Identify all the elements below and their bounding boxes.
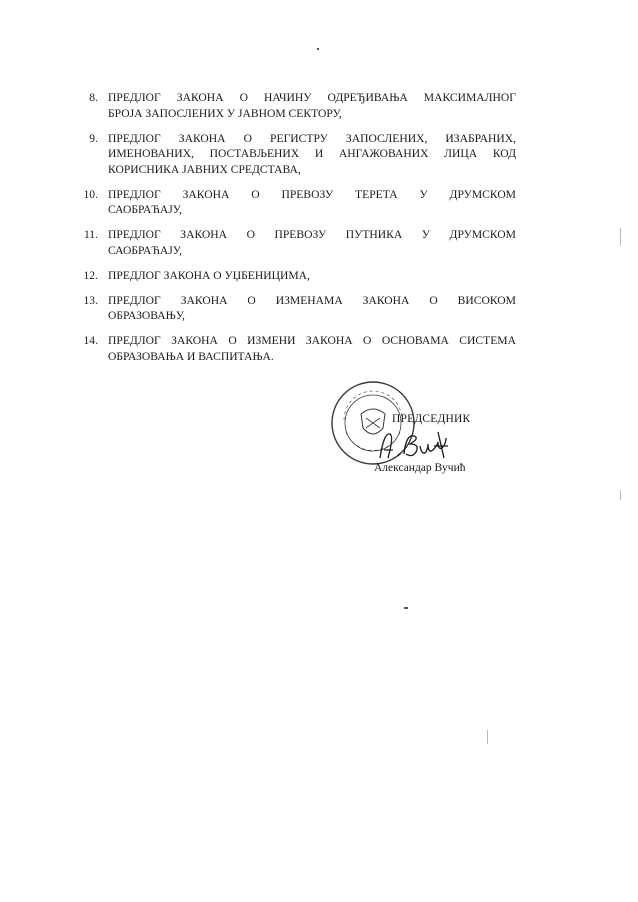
list-item bbox=[83, 268, 516, 284]
list-item bbox=[89, 90, 516, 121]
item-text: ПРЕДЛОГ ЗАКОНА О РЕГИСТРУ ЗАПОСЛЕНИХ, ИЗАБРАНИХ, bbox=[108, 131, 516, 145]
item-text: БРОЈА ЗАПОСЛЕНИХ У ЈАВНОМ СЕКТОРУ, bbox=[108, 106, 342, 120]
list-item bbox=[83, 227, 516, 258]
handwritten-signature-icon bbox=[374, 424, 474, 464]
item-text: ПРЕДЛОГ ЗАКОНА О ПРЕВОЗУ ПУТНИКА У ДРУМСКОМ bbox=[108, 228, 516, 241]
scan-speck bbox=[620, 228, 621, 246]
item-text: ПРЕДЛОГ ЗАКОНА О НАЧИНУ ОДРЕЂИВАЊА МАКСИМАЛНОГ bbox=[108, 91, 516, 104]
bill-list bbox=[83, 90, 516, 374]
item-text: ПРЕДЛОГ ЗАКОНА О ИЗМЕНАМА ЗАКОНА О ВИСОКОМ bbox=[108, 293, 516, 307]
item-number: 14. bbox=[83, 334, 98, 347]
scan-speck bbox=[317, 48, 319, 50]
signature-block bbox=[322, 372, 512, 492]
item-number: 11. bbox=[83, 228, 98, 241]
item-number: 12. bbox=[83, 268, 98, 282]
item-text: ПРЕДЛОГ ЗАКОНА О УЏБЕНИЦИМА, bbox=[108, 268, 310, 282]
item-number: 10. bbox=[83, 187, 98, 201]
item-text: САОБРАЋАЈУ, bbox=[108, 243, 183, 257]
item-number: 8. bbox=[89, 91, 98, 104]
item-text: ПРЕДЛОГ ЗАКОНА О ПРЕВОЗУ ТЕРЕТА У ДРУМСКОМ bbox=[108, 187, 516, 201]
item-text: ИМЕНОВАНИХ, ПОСТАВЉЕНИХ И АНГАЖОВАНИХ ЛИЦА КОД bbox=[108, 147, 516, 160]
item-number: 9. bbox=[89, 131, 98, 145]
scan-speck bbox=[620, 490, 621, 500]
list-item bbox=[83, 293, 516, 324]
item-text: ОБРАЗОВАЊА И ВАСПИТАЊА. bbox=[108, 349, 274, 363]
item-text: КОРИСНИКА ЈАВНИХ СРЕДСТАВА, bbox=[108, 162, 301, 176]
signatory-title: ПРЕДСЕДНИК bbox=[392, 413, 471, 425]
item-text: ПРЕДЛОГ ЗАКОНА О ИЗМЕНИ ЗАКОНА О ОСНОВАМА СИСТЕМА bbox=[108, 334, 516, 347]
list-item bbox=[89, 131, 516, 178]
scan-speck bbox=[404, 607, 408, 609]
list-item bbox=[83, 333, 516, 364]
item-text: САОБРАЋАЈУ, bbox=[108, 203, 183, 216]
item-text: ОБРАЗОВАЊУ, bbox=[108, 309, 185, 322]
item-number: 13. bbox=[83, 293, 98, 307]
list-item bbox=[83, 187, 516, 218]
scan-speck bbox=[487, 730, 488, 744]
signatory-name: Александар Вучић bbox=[374, 462, 466, 474]
